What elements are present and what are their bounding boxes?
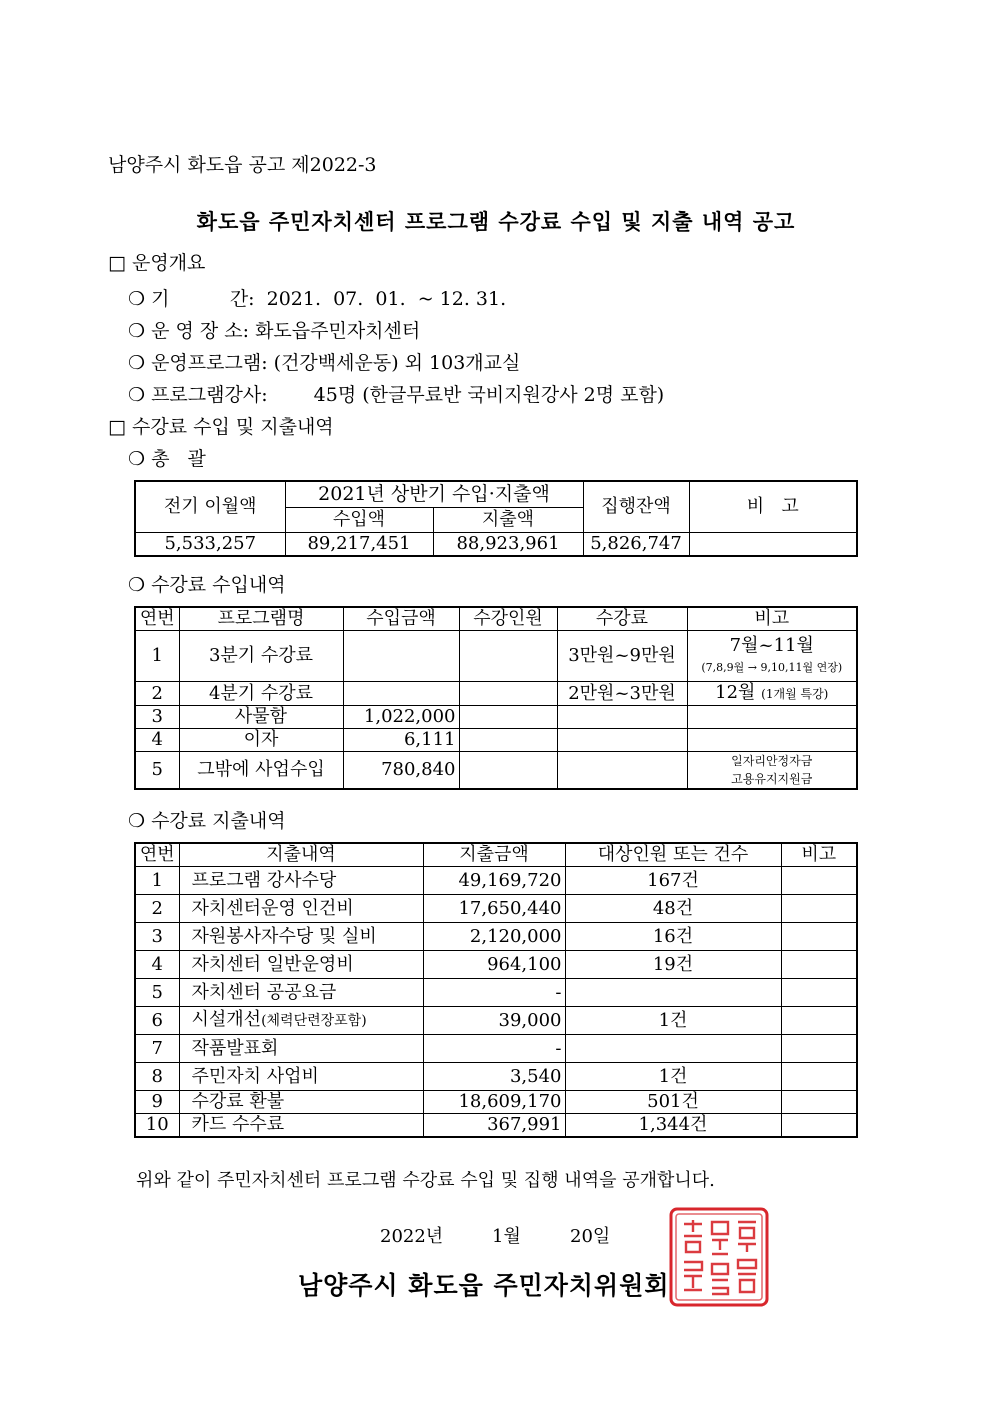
official-seal-icon <box>668 1206 770 1308</box>
expense-header-note: 비고 <box>781 843 857 867</box>
income-heading: ❍ 수강료 수입내역 <box>128 574 286 596</box>
summary-note-value <box>689 533 857 557</box>
table-row: 3 사물함 1,022,000 <box>135 706 857 729</box>
table-row: 6 시설개선(체력단련장포함) 39,000 1건 <box>135 1007 857 1035</box>
summary-header-prev: 전기 이월액 <box>135 481 285 533</box>
table-row: 10 카드 수수료 367,991 1,344건 <box>135 1114 857 1138</box>
summary-header-balance: 집행잔액 <box>583 481 689 533</box>
expense-header-no: 연번 <box>135 843 179 867</box>
summary-header-note: 비 고 <box>689 481 857 533</box>
expense-heading: ❍ 수강료 지출내역 <box>128 810 286 832</box>
overview-period: ❍ 기 간: 2021. 07. 01. ~ 12. 31. <box>128 288 507 310</box>
date-year: 2022년 <box>380 1226 444 1247</box>
table-row: 4 이자 6,111 <box>135 729 857 752</box>
date-month: 1월 <box>492 1226 521 1247</box>
overview-programs: ❍ 운영프로그램: (건강백세운동) 외 103개교실 <box>128 352 521 374</box>
closing-statement: 위와 같이 주민자치센터 프로그램 수강료 수입 및 집행 내역을 공개합니다. <box>136 1170 715 1191</box>
income-header-note: 비고 <box>687 607 857 631</box>
table-row: 4 자치센터 일반운영비 964,100 19건 <box>135 951 857 979</box>
table-row: 7 작품발표회 - <box>135 1035 857 1063</box>
document-title: 화도읍 주민자치센터 프로그램 수강료 수입 및 지출 내역 공고 <box>196 209 796 234</box>
expense-header-amount: 지출금액 <box>423 843 565 867</box>
table-row: 1 프로그램 강사수당 49,169,720 167건 <box>135 867 857 895</box>
summary-income-value: 89,217,451 <box>285 533 433 557</box>
section-overview-heading: □ 운영개요 <box>108 252 206 274</box>
income-header-amount: 수입금액 <box>343 607 459 631</box>
notice-number: 남양주시 화도읍 공고 제2022-3 <box>108 154 377 176</box>
income-header-fee: 수강료 <box>557 607 687 631</box>
table-row: 3 자원봉사자수당 및 실비 2,120,000 16건 <box>135 923 857 951</box>
summary-header-period: 2021년 상반기 수입·지출액 <box>285 481 583 507</box>
table-row: 9 수강료 환불 18,609,170 501건 <box>135 1091 857 1114</box>
summary-table <box>134 480 858 557</box>
expense-header-item: 지출내역 <box>179 843 423 867</box>
income-header-no: 연번 <box>135 607 179 631</box>
section-finance-heading: □ 수강료 수입 및 지출내역 <box>108 416 334 438</box>
expense-header-count: 대상인원 또는 건수 <box>565 843 781 867</box>
table-row: 2 4분기 수강료 2만원~3만원 12월 (1개월 특강) <box>135 682 857 706</box>
income-header-name: 프로그램명 <box>179 607 343 631</box>
table-row: 1 3분기 수강료 3만원~9만원 7월~11월 (7,8,9월 → 9,10,11월 연장) <box>135 631 857 682</box>
summary-header-income: 수입액 <box>285 507 433 532</box>
organization-name: 남양주시 화도읍 주민자치위원회 <box>298 1271 670 1300</box>
summary-prev-value: 5,533,257 <box>135 533 285 557</box>
income-header-people: 수강인원 <box>459 607 557 631</box>
table-row: 2 자치센터운영 인건비 17,650,440 48건 <box>135 895 857 923</box>
summary-expense-value: 88,923,961 <box>433 533 583 557</box>
table-row: 8 주민자치 사업비 3,540 1건 <box>135 1063 857 1091</box>
overview-location: ❍ 운 영 장 소: 화도읍주민자치센터 <box>128 320 421 342</box>
date-day: 20일 <box>570 1226 611 1247</box>
overview-instructors: ❍ 프로그램강사: 45명 (한글무료반 국비지원강사 2명 포함) <box>128 384 665 406</box>
table-row: 5 그밖에 사업수입 780,840 일자리안정자금 고용유지지원금 <box>135 752 857 790</box>
expense-table <box>134 842 858 1138</box>
summary-header-expense: 지출액 <box>433 507 583 532</box>
table-row: 5 자치센터 공공요금 - <box>135 979 857 1007</box>
summary-heading: ❍ 총 괄 <box>128 448 206 470</box>
summary-balance-value: 5,826,747 <box>583 533 689 557</box>
income-table <box>134 606 858 790</box>
